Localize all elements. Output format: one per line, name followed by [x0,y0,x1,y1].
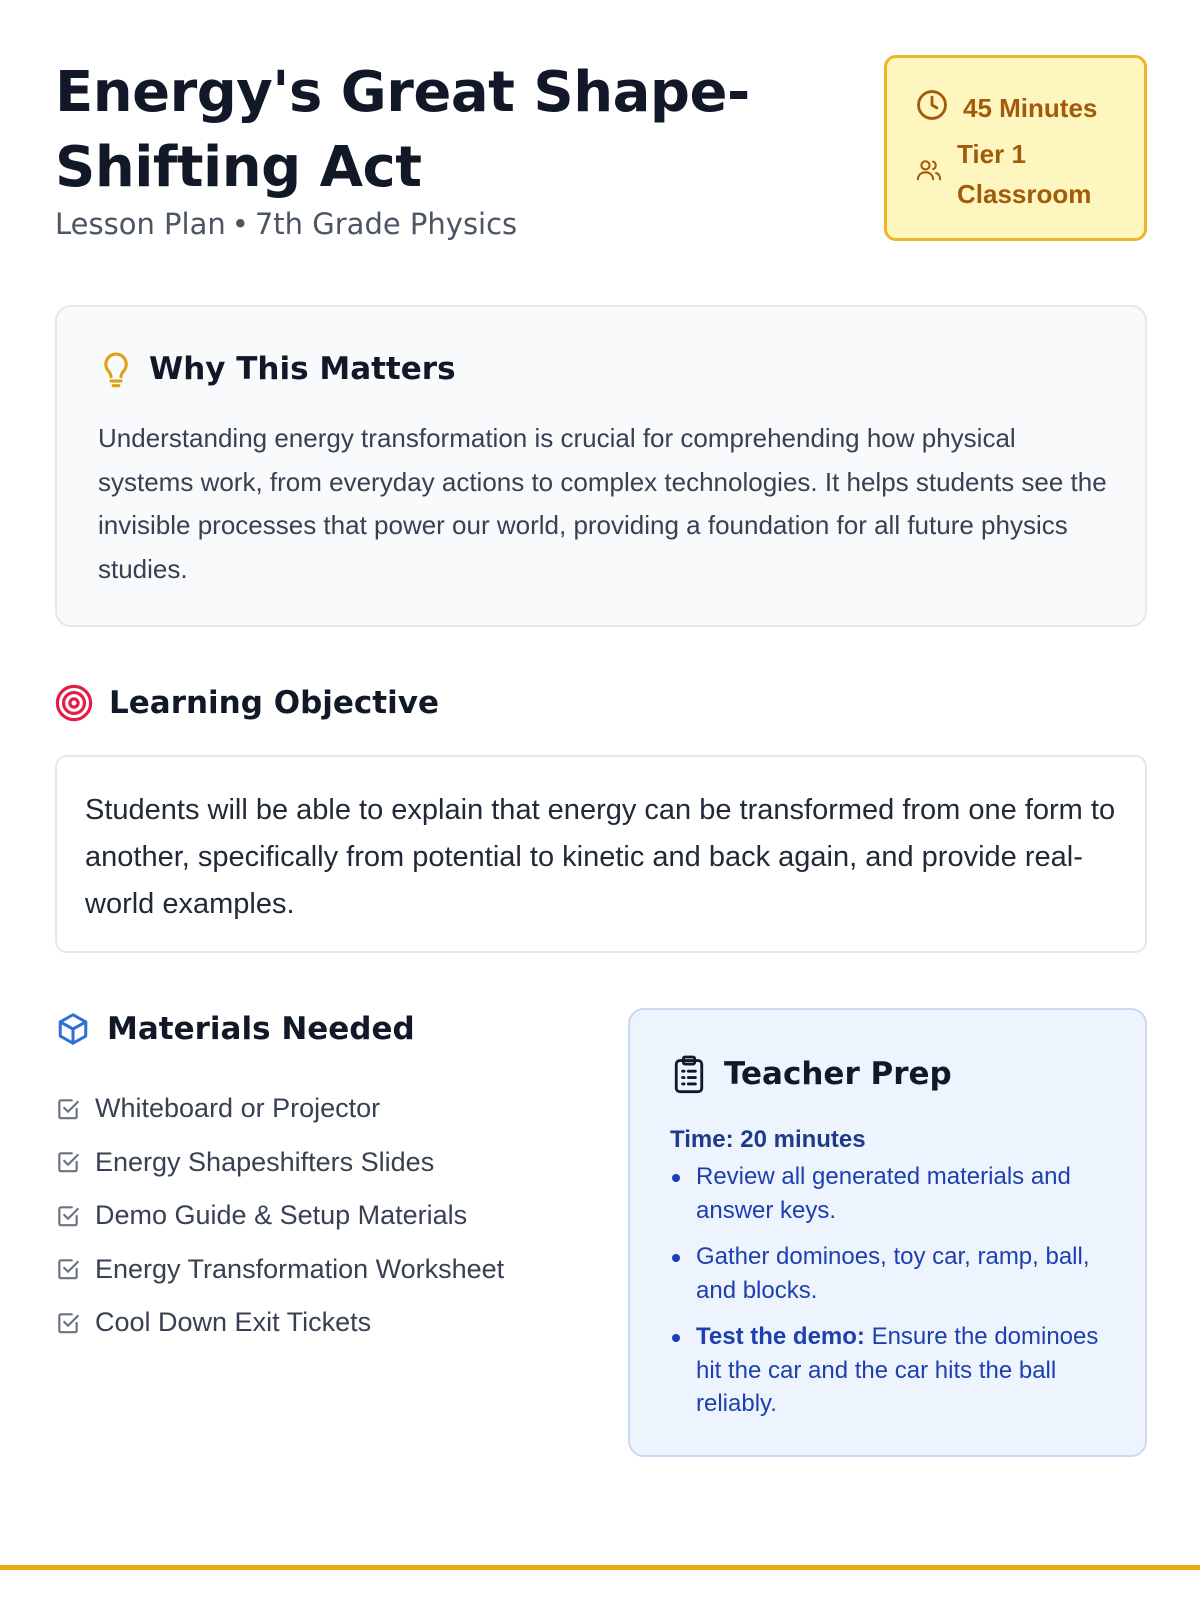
list-item [55,1243,504,1297]
learning-objective-text: Students will be able to explain that energy can be transformed from one form to another, specifically from potential to kinetic and back again, and provide real-world examples. [85,794,1116,920]
why-this-matters-header [99,349,456,389]
list-item [55,1189,504,1243]
learning-objective-card [55,755,1147,953]
users-icon [915,156,943,184]
setting-label: Tier 1 Classroom [957,139,1092,209]
list-item [670,1160,1110,1227]
list-item [670,1320,1110,1421]
duration-row [915,88,1097,128]
list-item [55,1082,504,1136]
target-icon [55,684,93,722]
header [55,55,1147,255]
prep-item-text: Gather dominoes, toy car, ramp, ball, and blocks. [696,1243,1090,1304]
material-label: Cool Down Exit Tickets [95,1307,372,1338]
list-item [670,1240,1110,1307]
prep-item-text: Review all generated materials and answer keys. [696,1163,1071,1224]
teacher-prep-card [628,1008,1147,1457]
checkbox-icon [55,1203,81,1229]
learning-objective-header [55,684,439,722]
teacher-prep-header [672,1054,952,1094]
checkbox-icon [55,1149,81,1175]
checkbox-icon [55,1256,81,1282]
subtitle-grade: 7th Grade Physics [254,207,518,241]
list-item [55,1136,504,1190]
lightbulb-icon [99,349,133,389]
page-title: Energy's Great Shape-Shifting Act [55,60,750,200]
material-label: Whiteboard or Projector [95,1093,381,1124]
subtitle-type: Lesson Plan [55,207,226,241]
why-this-matters-title: Why This Matters [149,351,456,387]
page-subtitle [55,207,517,241]
clock-icon [915,88,949,122]
materials-header [55,1010,415,1048]
materials-title: Materials Needed [107,1011,415,1047]
teacher-prep-list [670,1160,1110,1434]
checkbox-icon [55,1096,81,1122]
clipboard-icon [672,1054,706,1094]
why-this-matters-card [55,305,1147,627]
materials-list [55,1082,504,1350]
footer-rule [0,1565,1200,1570]
list-item [55,1296,504,1350]
box-icon [55,1010,91,1048]
prep-item-strong: Test the demo: [696,1323,865,1350]
duration-label: 45 Minutes [963,93,1098,123]
material-label: Energy Transformation Worksheet [95,1253,505,1284]
lesson-info-badge [884,55,1147,241]
checkbox-icon [55,1310,81,1336]
teacher-prep-title: Teacher Prep [724,1056,952,1092]
setting-row [915,134,1107,214]
why-this-matters-text: Understanding energy transformation is crucial for comprehending how physical systems work, from everyday actions to complex technologies. It helps students see the invisible processes that power our world, providing a foundation for all future physics studies. [98,423,1107,584]
learning-objective-title: Learning Objective [109,685,439,721]
subtitle-separator: • [231,207,249,241]
material-label: Demo Guide & Setup Materials [95,1200,468,1231]
teacher-prep-time: Time: 20 minutes [670,1126,866,1153]
material-label: Energy Shapeshifters Slides [95,1146,435,1177]
prep-item-text: Ensure the dominoes hit the car and the car hits the ball reliably. [696,1323,1099,1417]
